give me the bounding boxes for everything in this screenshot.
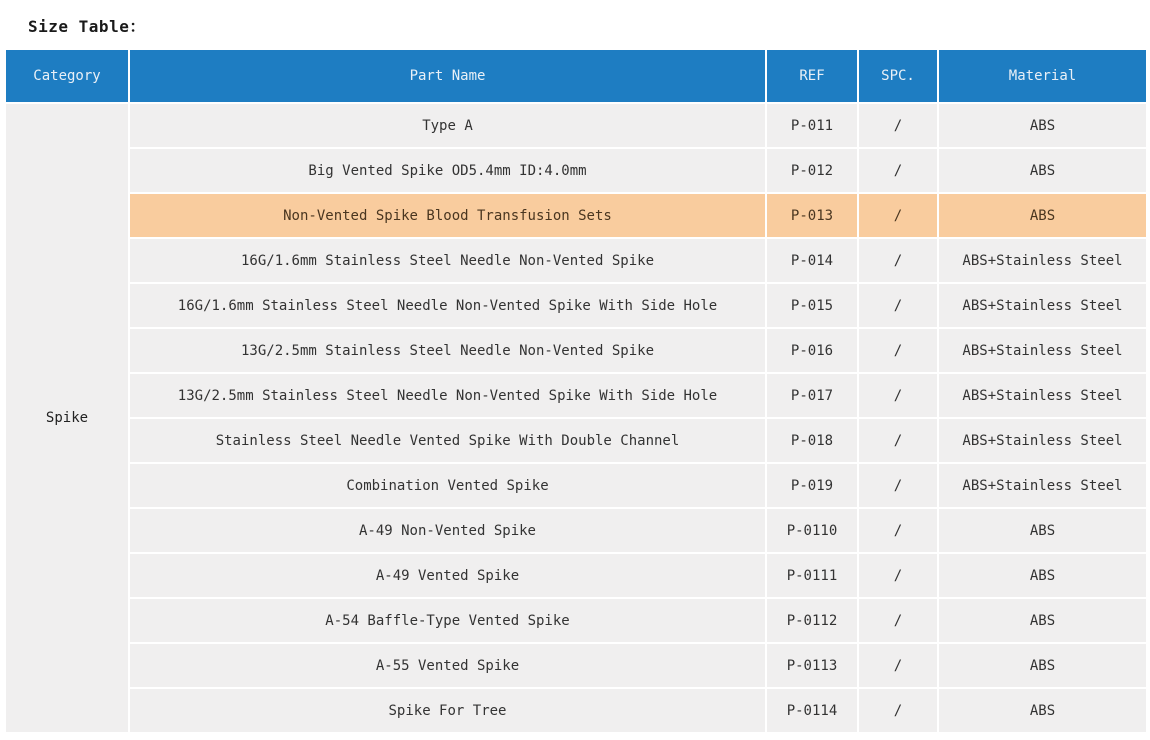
ref-cell: P-0114 [766,688,858,733]
part-name-cell: Big Vented Spike OD5.4mm ID:4.0mm [129,148,766,193]
material-cell: ABS [938,643,1147,688]
spc-cell: / [858,643,938,688]
spc-cell: / [858,508,938,553]
ref-cell: P-012 [766,148,858,193]
page-title: Size Table： [28,17,146,36]
column-header-material: Material [938,49,1147,103]
column-header-ref: REF [766,49,858,103]
column-header-spc: SPC. [858,49,938,103]
ref-cell: P-016 [766,328,858,373]
part-name-cell: Type A [129,103,766,148]
material-cell: ABS [938,148,1147,193]
table-header [5,49,1147,103]
table-row[interactable] [5,598,1147,643]
spc-cell: / [858,373,938,418]
part-name-cell: A-55 Vented Spike [129,643,766,688]
spc-cell: / [858,103,938,148]
material-cell: ABS+Stainless Steel [938,373,1147,418]
part-name-cell: Stainless Steel Needle Vented Spike With Double Channel [129,418,766,463]
table-row[interactable] [5,148,1147,193]
table-row[interactable] [5,328,1147,373]
ref-cell: P-019 [766,463,858,508]
spc-cell: / [858,598,938,643]
part-name-cell: A-49 Vented Spike [129,553,766,598]
spc-cell: / [858,283,938,328]
material-cell: ABS+Stainless Steel [938,238,1147,283]
part-name-cell: 13G/2.5mm Stainless Steel Needle Non-Vented Spike With Side Hole [129,373,766,418]
material-cell: ABS+Stainless Steel [938,283,1147,328]
material-cell: ABS [938,508,1147,553]
part-name-cell: A-54 Baffle-Type Vented Spike [129,598,766,643]
table-row[interactable] [5,553,1147,598]
table-row[interactable] [5,508,1147,553]
table-row[interactable] [5,238,1147,283]
table-row[interactable] [5,418,1147,463]
ref-cell: P-014 [766,238,858,283]
category-cell: Spike [5,103,129,733]
part-name-cell: Non-Vented Spike Blood Transfusion Sets [129,193,766,238]
ref-cell: P-013 [766,193,858,238]
spc-cell: / [858,418,938,463]
spc-cell: / [858,553,938,598]
table-header-row [5,49,1147,103]
ref-cell: P-0110 [766,508,858,553]
spc-cell: / [858,688,938,733]
ref-cell: P-011 [766,103,858,148]
part-name-cell: 16G/1.6mm Stainless Steel Needle Non-Vented Spike [129,238,766,283]
ref-cell: P-018 [766,418,858,463]
ref-cell: P-015 [766,283,858,328]
material-cell: ABS [938,193,1147,238]
table-row[interactable] [5,373,1147,418]
table-row[interactable] [5,643,1147,688]
column-header-category: Category [5,49,129,103]
part-name-cell: 16G/1.6mm Stainless Steel Needle Non-Vented Spike With Side Hole [129,283,766,328]
ref-cell: P-017 [766,373,858,418]
part-name-cell: 13G/2.5mm Stainless Steel Needle Non-Vented Spike [129,328,766,373]
part-name-cell: Combination Vented Spike [129,463,766,508]
part-name-cell: Spike For Tree [129,688,766,733]
column-header-part-name: Part Name [129,49,766,103]
material-cell: ABS+Stainless Steel [938,418,1147,463]
material-cell: ABS [938,598,1147,643]
material-cell: ABS [938,688,1147,733]
material-cell: ABS+Stainless Steel [938,328,1147,373]
material-cell: ABS [938,553,1147,598]
table-body [5,103,1147,733]
part-name-cell: A-49 Non-Vented Spike [129,508,766,553]
table-row[interactable] [5,688,1147,733]
material-cell: ABS+Stainless Steel [938,463,1147,508]
table-row[interactable] [5,463,1147,508]
spc-cell: / [858,463,938,508]
spc-cell: / [858,193,938,238]
table-row[interactable] [5,193,1147,238]
ref-cell: P-0113 [766,643,858,688]
material-cell: ABS [938,103,1147,148]
size-table [4,48,1148,734]
spc-cell: / [858,328,938,373]
ref-cell: P-0111 [766,553,858,598]
spc-cell: / [858,148,938,193]
table-row[interactable] [5,283,1147,328]
table-row[interactable] [5,103,1147,148]
ref-cell: P-0112 [766,598,858,643]
spc-cell: / [858,238,938,283]
